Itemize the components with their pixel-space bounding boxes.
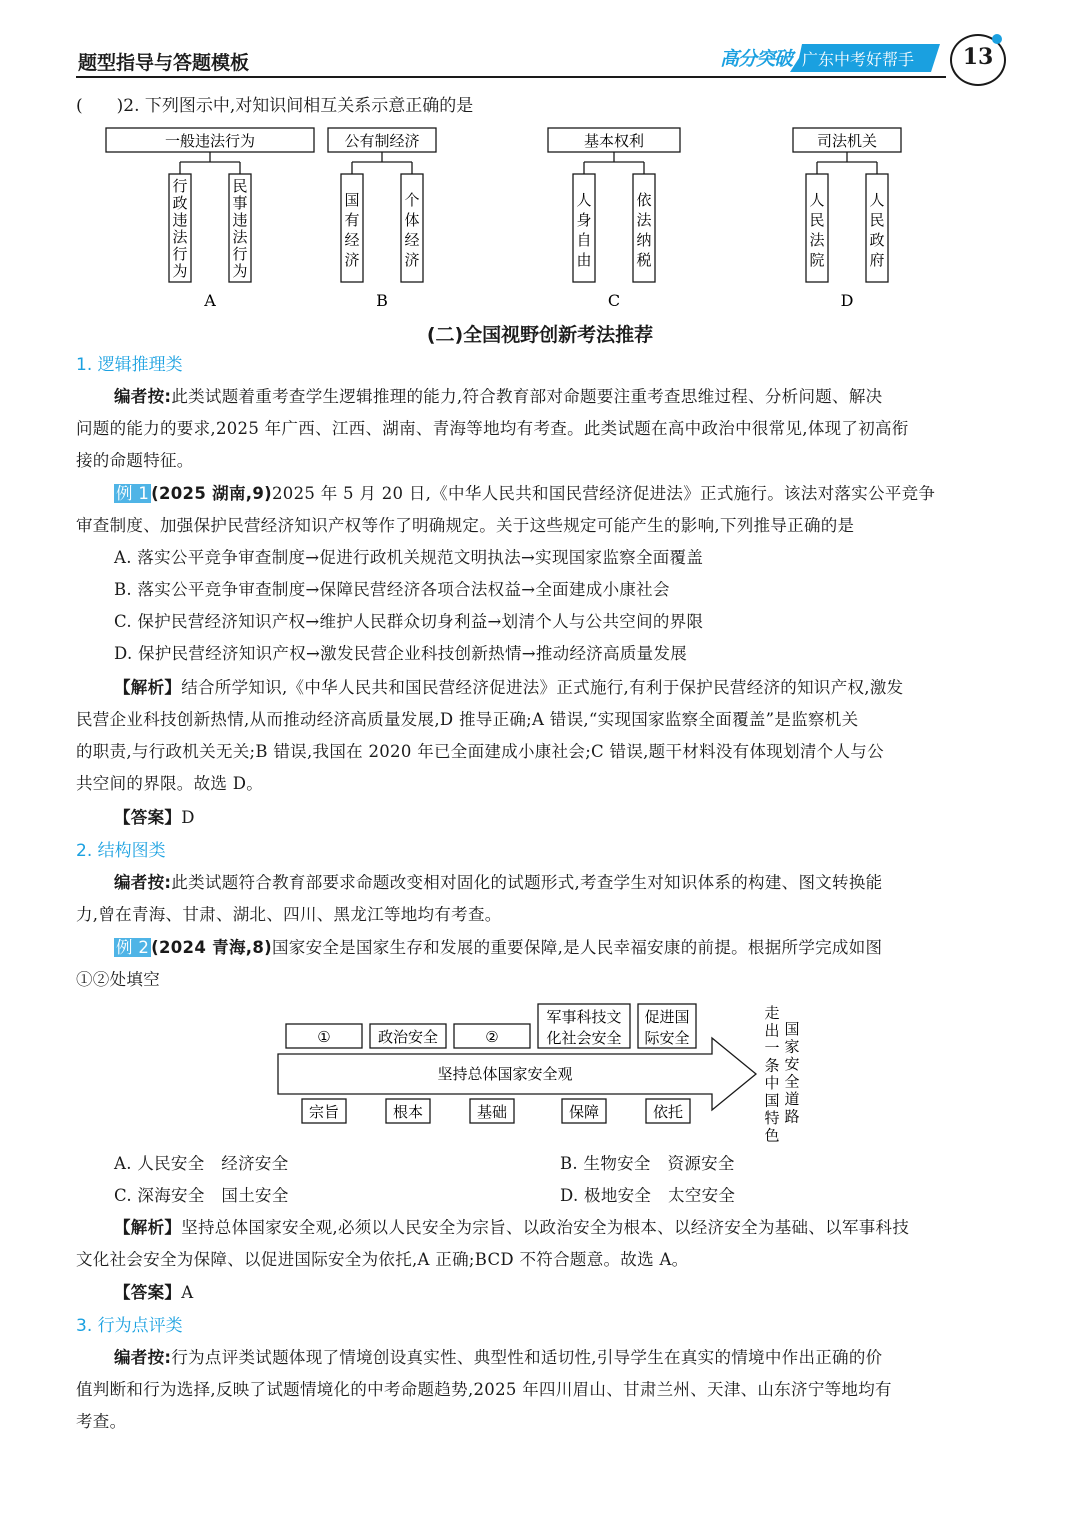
page-dot-icon (992, 34, 1002, 44)
analysis-line: 的职责,与行政机关无关;B 错误,我国在 2020 年已全面建成小康社会;C 错误,题干材料没有体现划清个人与公 (76, 742, 884, 761)
tree-right-char: 体 (404, 211, 420, 229)
arrow-label: 坚持总体国家安全观 (437, 1065, 573, 1083)
side-text-char: 家 (784, 1037, 800, 1056)
side-text-char: 走 (764, 1004, 780, 1022)
tree-top-label: 一般违法行为 (164, 132, 256, 150)
side-text-char: 全 (784, 1072, 800, 1091)
tree-diagram-A (106, 128, 314, 310)
side-text-char: 国 (784, 1020, 800, 1038)
section-2-title: (二)全国视野创新考法推荐 (426, 324, 654, 346)
tree-left-char: 身 (576, 211, 592, 229)
bottom-box-label: 宗旨 (308, 1103, 340, 1121)
top-box-label: 化社会安全 (546, 1029, 622, 1047)
side-text-char: 特 (764, 1109, 780, 1127)
note-line: 此类试题着重考查学生逻辑推理的能力,符合教育部对命题要注重考查思维过程、分析问题、解决 (171, 387, 883, 406)
example-tag: 例 2 (116, 938, 150, 957)
tree-option-label: C (607, 291, 621, 310)
tree-diagram-C (548, 128, 680, 310)
tree-right-char: 违 (232, 211, 248, 229)
answer-value: D (181, 808, 195, 827)
tree-option-label: B (376, 291, 388, 310)
brand-tagline: 广东中考好帮手 (802, 50, 915, 69)
answer-label: 【答案】 (114, 808, 182, 827)
option: D. 保护民营经济知识产权→激发民营企业科技创新热情→推动经济高质量发展 (114, 644, 688, 663)
section-1-note (76, 381, 1004, 477)
side-text-char: 条 (764, 1056, 780, 1075)
top-box-label: 际安全 (644, 1029, 690, 1047)
note-line: 考查。 (76, 1412, 127, 1431)
tree-left-char: 经 (344, 231, 360, 249)
analysis-line: 民营企业科技创新热情,从而推动经济高质量发展,D 推导正确;A 错误,“实现国家监察全面覆盖”是监察机关 (76, 710, 859, 729)
example-1-options (114, 542, 1004, 670)
tree-top-label: 司法机关 (816, 132, 878, 150)
option: A. 落实公平竞争审查制度→促进行政机关规范文明执法→实现国家监察全面覆盖 (114, 548, 704, 567)
tree-diagram-B (328, 128, 436, 310)
section-1-title: 1. 逻辑推理类 (76, 355, 183, 375)
option: C. 保护民营经济知识产权→维护人民群众切身利益→划清个人与公共空间的界限 (114, 612, 704, 631)
section-3-title: 3. 行为点评类 (76, 1316, 183, 1336)
tree-left-char: 有 (344, 211, 360, 229)
example-line: ①②处填空 (76, 970, 160, 989)
side-text-char: 一 (764, 1039, 780, 1057)
section-2-note (76, 867, 1004, 931)
note-label: 编者按: (114, 873, 172, 892)
tree-right-char: 法 (232, 228, 248, 246)
note-line: 行为点评类试题体现了情境创设真实性、典型性和适切性,引导学生在真实的情境中作出正确的价 (171, 1348, 883, 1367)
analysis-line: 结合所学知识,《中华人民共和国民营经济促进法》正式施行,有利于保护民营经济的知识产权,激发 (181, 678, 904, 697)
tree-left-char: 政 (172, 194, 188, 212)
option: D. 极地安全 太空安全 (560, 1186, 736, 1205)
tree-left-char: 院 (809, 251, 825, 269)
bottom-box-label: 根本 (392, 1103, 424, 1121)
example-line: 审查制度、加强保护民营经济知识产权等作了明确规定。关于这些规定可能产生的影响,下列推导正确的是 (76, 516, 855, 535)
analysis-label: 【解析】 (114, 678, 182, 697)
tree-top-label: 公有制经济 (344, 132, 420, 150)
note-label: 编者按: (114, 387, 172, 406)
header-title: 题型指导与答题模板 (78, 52, 250, 74)
tree-right-char: 纳 (636, 231, 652, 249)
tree-right-char: 民 (869, 211, 885, 229)
page-number: 13 (962, 44, 994, 70)
example-line: 国家安全是国家生存和发展的重要保障,是人民幸福安康的前提。根据所学完成如图 (271, 938, 883, 957)
example-1-analysis (76, 672, 1004, 800)
top-box-label: ② (485, 1028, 499, 1046)
analysis-line: 共空间的界限。故选 D。 (76, 774, 264, 793)
bottom-box-label: 保障 (568, 1103, 600, 1121)
option: B. 生物安全 资源安全 (560, 1154, 735, 1173)
tree-left-char: 行 (172, 177, 188, 195)
tree-option-label: A (204, 291, 216, 310)
tree-left-char: 人 (576, 191, 592, 209)
tree-right-char: 事 (232, 194, 248, 212)
top-box-label: ① (317, 1028, 331, 1046)
tree-right-char: 济 (404, 251, 420, 269)
example-2 (76, 932, 1004, 996)
tree-right-char: 税 (636, 251, 652, 269)
side-text-char: 色 (764, 1126, 780, 1145)
example-2-answer (114, 1277, 193, 1309)
side-text-char: 路 (784, 1107, 800, 1126)
option: C. 深海安全 国土安全 (114, 1186, 289, 1205)
example-source: (2025 湖南,9) (151, 484, 272, 503)
analysis-label: 【解析】 (114, 1218, 182, 1237)
side-text-char: 道 (784, 1090, 800, 1108)
tree-option-label: D (840, 291, 854, 310)
brand-logo: 高分突破 (720, 48, 793, 70)
note-line: 力,曾在青海、甘肃、湖北、四川、黑龙江等地均有考查。 (76, 905, 502, 924)
answer-label: 【答案】 (114, 1283, 182, 1302)
note-line: 问题的能力的要求,2025 年广西、江西、湖南、青海等地均有考查。此类试题在高中政治中很常见,体现了初高衔 (76, 419, 909, 438)
example-tag: 例 1 (116, 484, 150, 503)
tree-right-char: 经 (404, 231, 420, 249)
example-1 (76, 478, 1004, 542)
tree-right-char: 依 (636, 191, 652, 209)
header-rule (76, 76, 946, 78)
side-text-char: 中 (764, 1074, 780, 1092)
top-box-label: 促进国 (644, 1008, 690, 1026)
example-2-analysis (76, 1212, 1004, 1276)
analysis-line: 文化社会安全为保障、以促进国际安全为依托,A 正确;BCD 不符合题意。故选 A。 (76, 1250, 689, 1269)
tree-right-char: 政 (869, 231, 885, 249)
section-2-heading: 2. 结构图类 (76, 841, 166, 861)
bottom-box-label: 依托 (652, 1103, 684, 1121)
bottom-box-label: 基础 (476, 1103, 508, 1121)
side-text-char: 安 (784, 1055, 800, 1073)
tree-top-label: 基本权利 (583, 132, 645, 150)
top-box-label: 军事科技文 (546, 1008, 622, 1026)
security-diagram (0, 998, 1080, 1146)
note-line: 接的命题特征。 (76, 451, 194, 470)
tree-left-char: 为 (172, 262, 188, 280)
tree-left-char: 法 (809, 231, 825, 249)
tree-diagram-D (793, 128, 901, 310)
tree-right-char: 为 (232, 262, 248, 280)
tree-left-char: 行 (172, 245, 188, 263)
option: A. 人民安全 经济安全 (114, 1154, 289, 1173)
option: B. 落实公平竞争审查制度→保障民营经济各项合法权益→全面建成小康社会 (114, 580, 670, 599)
example-line: 2025 年 5 月 20 日,《中华人民共和国民营经济促进法》正式施行。该法对落实公平竞争 (271, 484, 936, 503)
note-label: 编者按: (114, 1348, 172, 1367)
section-3-note (76, 1342, 1004, 1438)
answer-value: A (181, 1283, 194, 1302)
tree-right-char: 府 (869, 251, 885, 269)
tree-right-char: 法 (636, 211, 652, 229)
tree-right-char: 个 (404, 191, 420, 209)
tree-left-char: 自 (576, 231, 592, 249)
tree-left-char: 人 (809, 191, 825, 209)
tree-right-char: 人 (869, 191, 885, 209)
side-text-char: 国 (764, 1091, 780, 1110)
tree-left-char: 国 (344, 191, 360, 209)
tree-right-char: 行 (232, 245, 248, 263)
analysis-line: 坚持总体国家安全观,必须以人民安全为宗旨、以政治安全为根本、以经济安全为基础、以军事科技 (181, 1218, 910, 1237)
question-2-stem: ( )2. 下列图示中,对知识间相互关系示意正确的是 (76, 96, 474, 116)
question-2-diagrams (0, 120, 1080, 320)
tree-left-char: 违 (172, 211, 188, 229)
tree-right-char: 民 (232, 177, 248, 195)
tree-left-char: 济 (344, 251, 360, 269)
note-line: 值判断和行为选择,反映了试题情境化的中考命题趋势,2025 年四川眉山、甘肃兰州、天津、山东济宁等地均有 (76, 1380, 892, 1399)
tree-left-char: 由 (576, 251, 592, 269)
note-line: 此类试题符合教育部要求命题改变相对固化的试题形式,考查学生对知识体系的构建、图文转换能 (171, 873, 883, 892)
top-box-label: 政治安全 (377, 1028, 439, 1046)
side-text-char: 出 (764, 1021, 780, 1040)
tree-left-char: 法 (172, 228, 188, 246)
tree-left-char: 民 (809, 211, 825, 229)
example-1-answer (114, 802, 195, 834)
example-source: (2024 青海,8) (151, 938, 272, 957)
